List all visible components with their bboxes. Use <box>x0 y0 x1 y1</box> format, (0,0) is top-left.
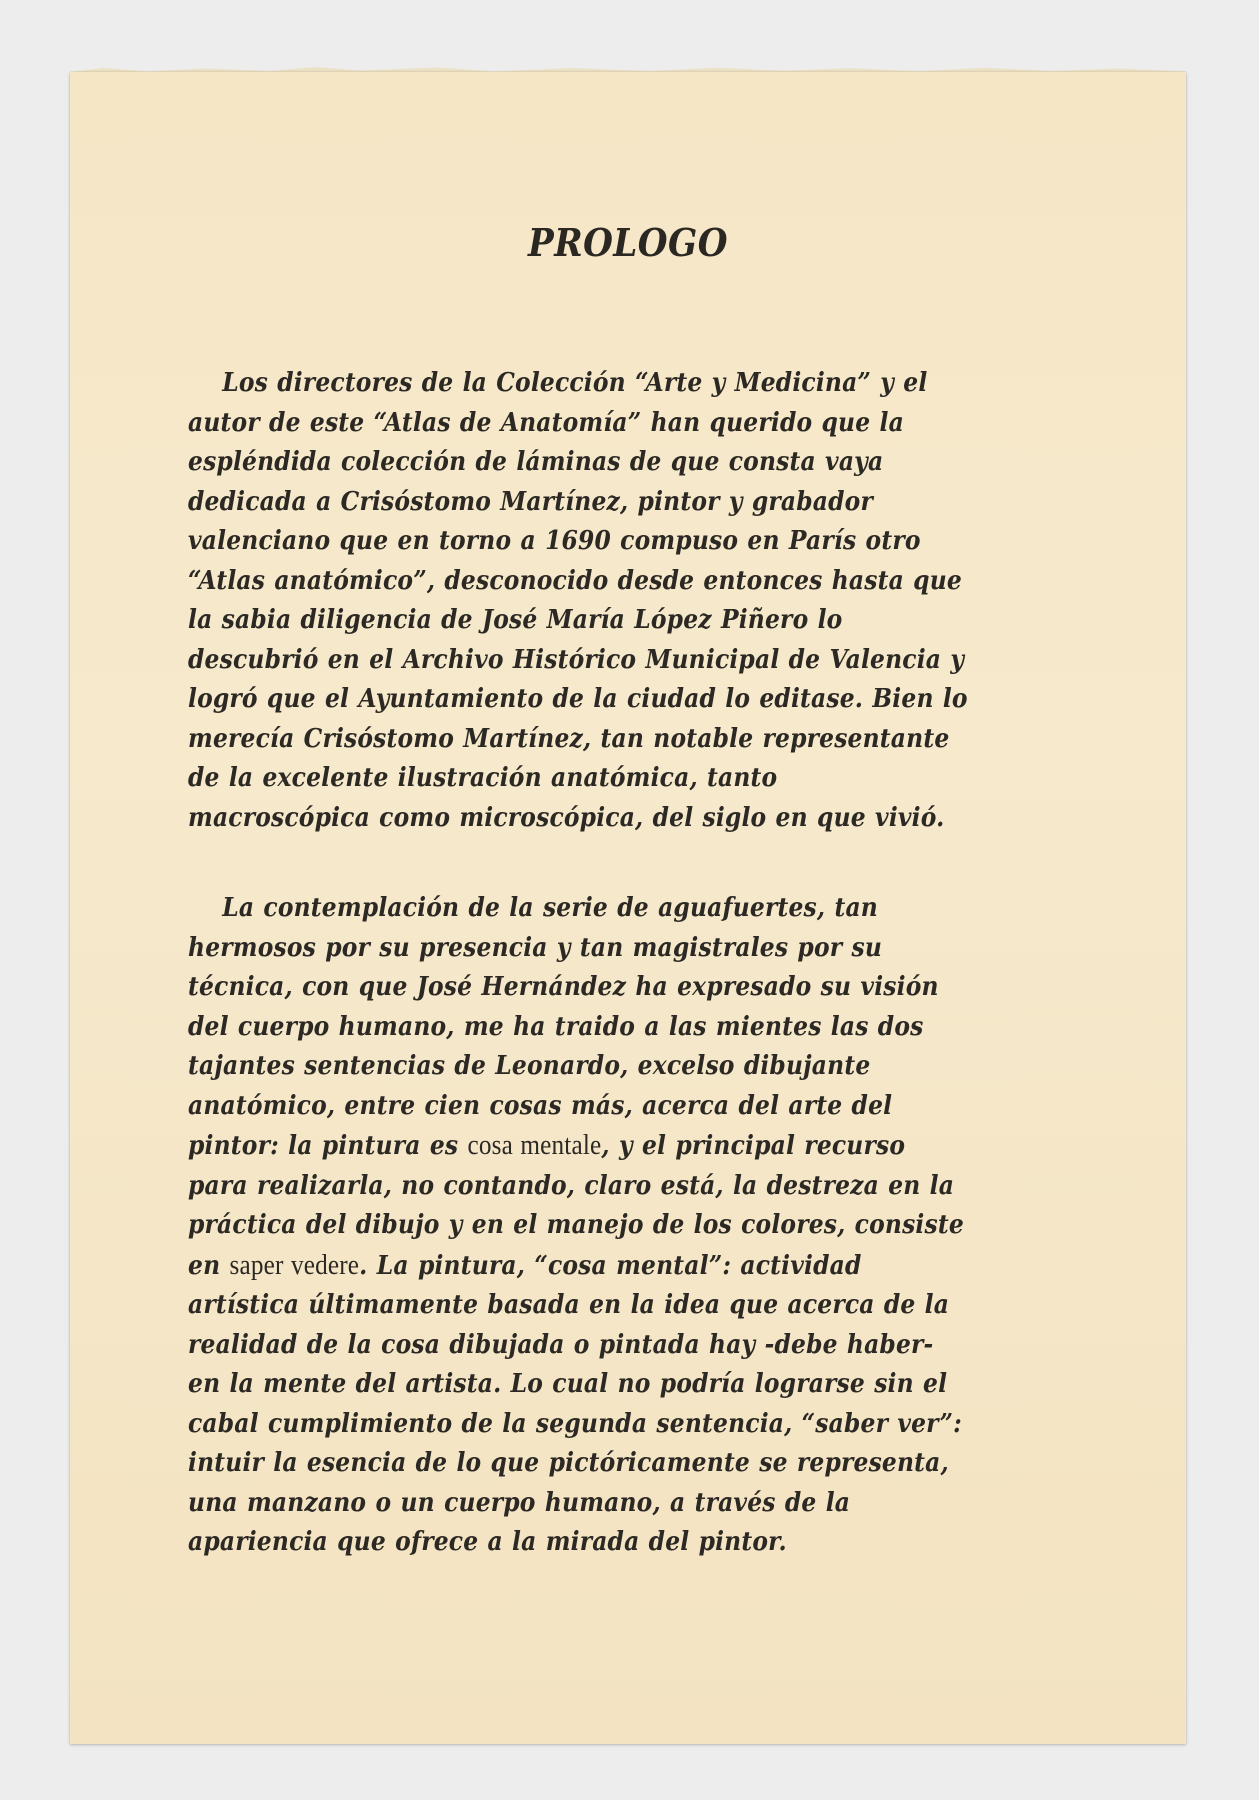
text-run: . La pintura, “cosa mental”: actividad <box>359 1250 862 1281</box>
text-line: Los directores de la Colección “Arte y Medicina” y el <box>222 368 928 398</box>
text-run: en <box>188 1250 230 1281</box>
text-line: apariencia que ofrece a la mirada del pintor. <box>188 1527 787 1557</box>
text-run: , y el principal recurso <box>601 1131 906 1161</box>
text-line: del cuerpo humano, me ha traido a las mientes las dos <box>188 1011 924 1042</box>
text-line: intuir la esencia de lo que pictóricamente se representa, <box>188 1448 949 1478</box>
text-line: realidad de la cosa dibujada o pintada hay -debe haber- <box>188 1329 934 1360</box>
text-line: técnica, con que José Hernández ha expresado su visión <box>188 972 939 1002</box>
text-line: “Atlas anatómico”, desconocido desde entonces hasta que <box>188 565 962 596</box>
text-line: merecía Crisóstomo Martínez, tan notable representante <box>188 723 950 754</box>
text-line: artística últimamente basada en la idea que acerca de la <box>188 1290 950 1320</box>
text-line: para realizarla, no contando, claro está, la destreza en la <box>188 1170 955 1201</box>
text-line: hermosos por su presencia y tan magistrales por su <box>188 932 883 963</box>
paragraph-2 <box>188 889 980 1563</box>
text-line <box>188 1126 980 1167</box>
text-line <box>188 1246 980 1287</box>
quoted-phrase-cosa-mentale: cosa mentale <box>467 1130 602 1161</box>
text-run: pintor: la pintura es <box>188 1131 468 1161</box>
text-line: tajantes sentencias de Leonardo, excelso dibujante <box>188 1051 871 1081</box>
text-line: autor de este “Atlas de Anatomía” han querido que la <box>188 407 904 438</box>
text-line: anatómico, entre cien cosas más, acerca del arte del <box>188 1090 893 1121</box>
text-line: macroscópica como microscópica, del siglo en que vivió. <box>188 802 945 833</box>
quoted-phrase-saper-vedere: saper vedere <box>229 1249 360 1281</box>
text-line: La contemplación de la serie de aguafuertes, tan <box>222 893 878 923</box>
text-line: espléndida colección de láminas de que consta vaya <box>188 447 884 477</box>
text-line: práctica del dibujo y en el manejo de los colores, consiste <box>188 1210 964 1240</box>
page-title: PROLOGO <box>528 220 728 265</box>
text-line: cabal cumplimiento de la segunda sentencia, “saber ver”: <box>188 1408 963 1439</box>
text-line: descubrió en el Archivo Histórico Municipal de Valencia y <box>188 644 965 675</box>
text-line: logró que el Ayuntamiento de la ciudad lo editase. Bien lo <box>188 684 968 714</box>
text-line: en la mente del artista. Lo cual no podría lograrse sin el <box>188 1369 948 1399</box>
text-line: una manzano o un cuerpo humano, a través de la <box>188 1487 851 1518</box>
document-page <box>70 72 1186 1744</box>
paragraph-1 <box>188 364 980 838</box>
text-line: valenciano que en torno a 1690 compuso en París otro <box>188 526 921 556</box>
text-line: de la excelente ilustración anatómica, tanto <box>188 763 778 793</box>
text-line: la sabia diligencia de José María López Piñero lo <box>188 605 843 635</box>
text-line: dedicada a Crisóstomo Martínez, pintor y grabador <box>188 486 873 517</box>
